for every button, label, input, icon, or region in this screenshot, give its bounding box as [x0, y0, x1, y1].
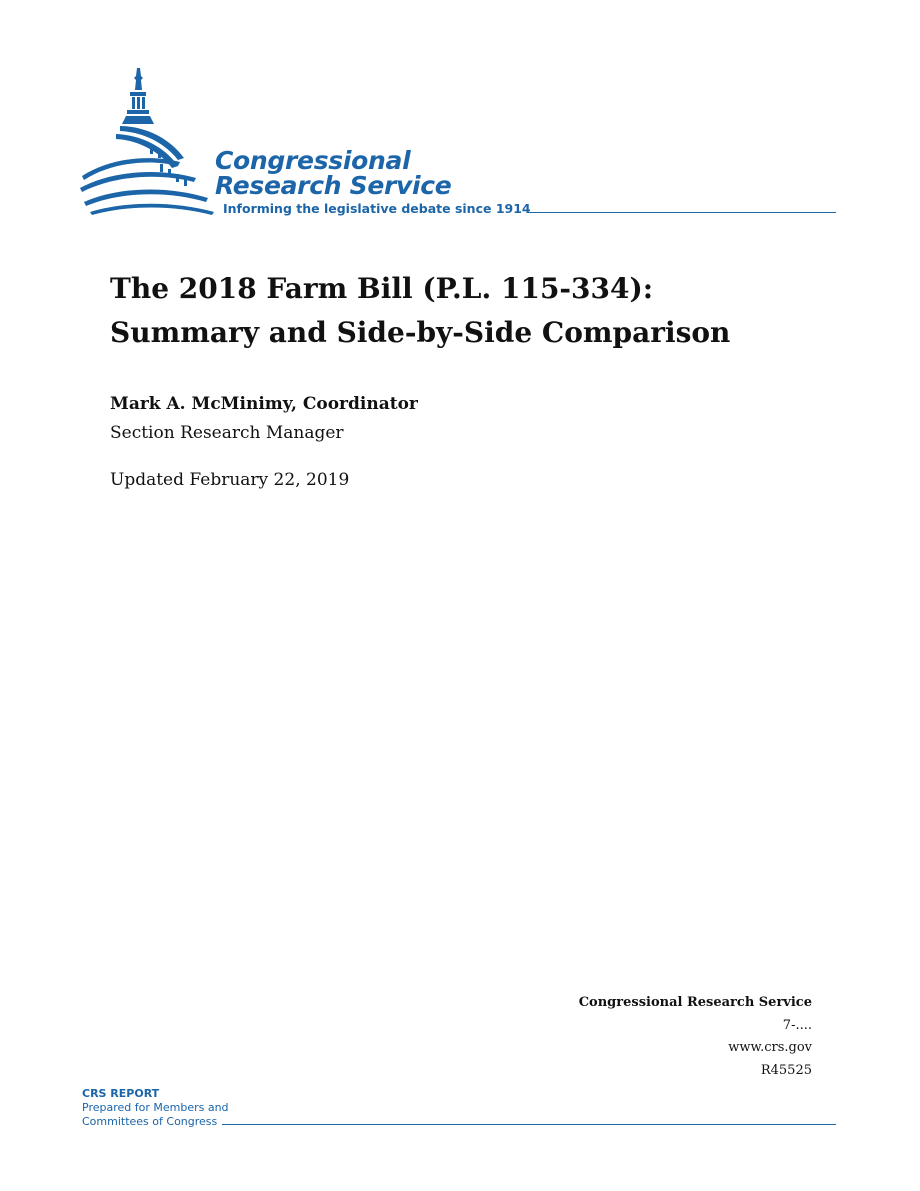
crs-logo — [80, 66, 840, 226]
publication-org: Congressional Research Service — [578, 995, 812, 1010]
footer-divider — [222, 1124, 836, 1125]
capitol-dome-icon — [80, 66, 220, 216]
footer-label: CRS REPORT — [82, 1087, 160, 1100]
footer — [82, 1087, 836, 1137]
logo-tagline: Informing the legislative debate since 1914 — [223, 201, 531, 216]
publication-phone: 7-.... — [782, 1017, 812, 1033]
report-title: The 2018 Farm Bill (P.L. 115-334): Summary and Side-by-Side Comparison — [110, 272, 731, 349]
updated-date: Updated February 22, 2019 — [110, 470, 350, 490]
publication-info — [579, 992, 812, 1082]
author-role: Section Research Manager — [110, 423, 344, 443]
footer-line2: Prepared for Members and — [82, 1101, 229, 1114]
logo-org-name-line2: Research Service — [215, 171, 452, 200]
report-number: R45525 — [760, 1062, 812, 1078]
logo-divider — [527, 212, 836, 213]
author-name: Mark A. McMinimy, Coordinator — [110, 394, 418, 414]
footer-line3: Committees of Congress — [82, 1115, 218, 1128]
publication-website[interactable]: www.crs.gov — [728, 1040, 812, 1055]
logo-org-name-line1: Congressional — [215, 146, 411, 175]
